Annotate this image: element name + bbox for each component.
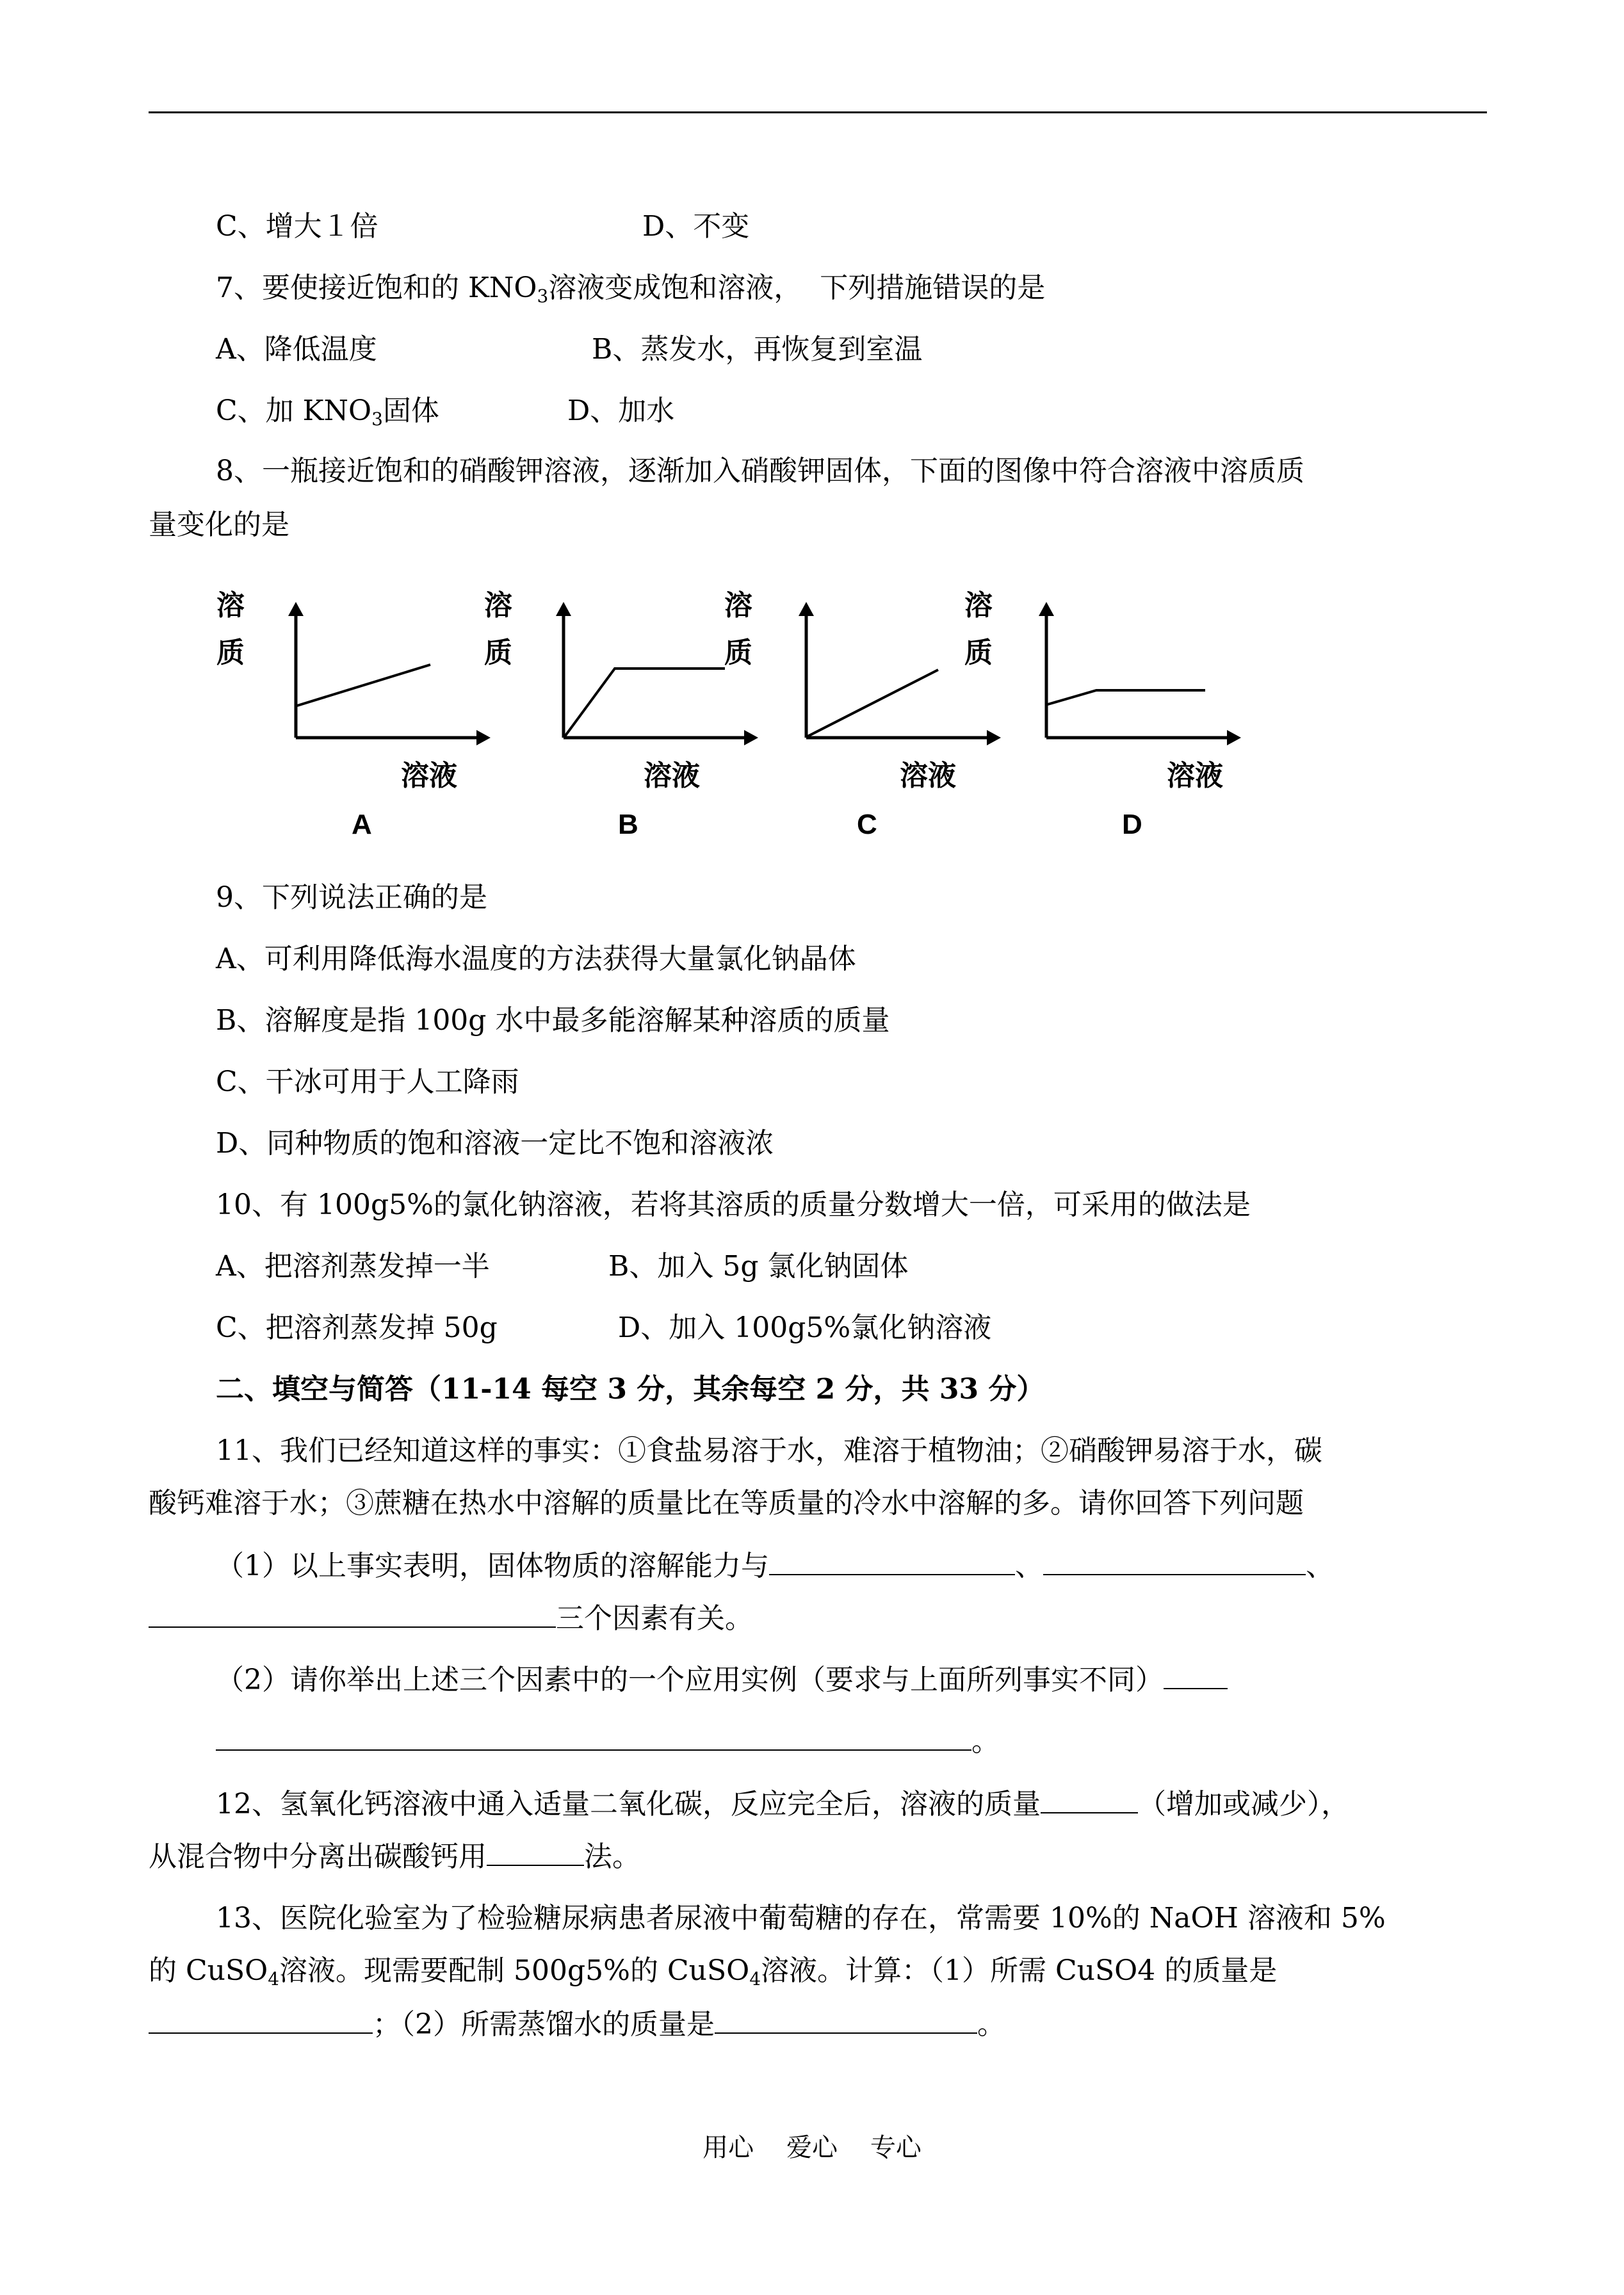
graph-d-y-label-2: 质 bbox=[964, 637, 993, 669]
q9-option-a: A、可利用降低海水温度的方法获得大量氯化钠晶体 bbox=[216, 943, 856, 975]
graph-a-y-arrow bbox=[288, 602, 304, 616]
q6-option-c: C、增大１倍 bbox=[216, 210, 378, 243]
answer-blank-13-2[interactable] bbox=[715, 2004, 977, 2034]
graph-a-y-label-1: 溶 bbox=[216, 589, 245, 622]
section-2-heading: 二、填空与简答（11-14 每空 3 分，其余每空 2 分，共 33 分） bbox=[216, 1373, 1045, 1406]
q7-option-a: A、降低温度 bbox=[216, 333, 377, 366]
graph-d-x-label: 溶液 bbox=[1167, 759, 1223, 792]
graph-d-y-label-1: 溶 bbox=[964, 589, 993, 622]
q8-stem-line1: 8、一瓶接近饱和的硝酸钾溶液，逐渐加入硝酸钾固体，下面的图像中符合溶液中溶质质 bbox=[216, 455, 1304, 487]
q9-stem: 9、下列说法正确的是 bbox=[216, 881, 487, 914]
q7-option-b: B、蒸发水，再恢复到室温 bbox=[592, 333, 923, 366]
q12-line1: 12、氢氧化钙溶液中通入适量二氧化碳，反应完全后，溶液的质量 （增加或减少）， bbox=[216, 1784, 1349, 1824]
q10-option-c: C、把溶剂蒸发掉 50g bbox=[216, 1311, 498, 1344]
q10-option-d: D、加入 100g5%氯化钠溶液 bbox=[618, 1311, 992, 1344]
graph-d-x-arrow bbox=[1227, 730, 1241, 745]
q7-option-d: D、加水 bbox=[567, 394, 675, 427]
q9-option-b: B、溶解度是指 100g 水中最多能溶解某种溶质的质量 bbox=[216, 1004, 890, 1037]
graph-d-letter: D bbox=[1122, 809, 1142, 840]
graph-c-x-arrow bbox=[987, 730, 1001, 745]
q11-line1: 11、我们已经知道这样的事实：①食盐易溶于水，难溶于植物油；②硝酸钾易溶于水，碳 bbox=[216, 1434, 1322, 1467]
q10-option-a: A、把溶剂蒸发掉一半 bbox=[216, 1250, 490, 1283]
graph-b-x-label: 溶液 bbox=[644, 759, 700, 792]
graph-c-y-label-1: 溶 bbox=[724, 589, 752, 622]
graph-c-curve bbox=[808, 670, 938, 736]
graph-b-letter: B bbox=[618, 809, 638, 840]
q9-option-c: C、干冰可用于人工降雨 bbox=[216, 1066, 519, 1098]
graph-a-curve bbox=[297, 665, 430, 706]
q13-line3: ；（2）所需蒸馏水的质量是 。 bbox=[149, 2004, 1005, 2044]
answer-blank-12-1[interactable] bbox=[1041, 1784, 1138, 1813]
q11-part1-cont: 三个因素有关。 bbox=[149, 1598, 753, 1638]
answer-blank-11-1c[interactable] bbox=[149, 1598, 556, 1628]
q7-option-c: C、加 $KNO_3$固体 bbox=[216, 394, 439, 430]
graph-c-x-label: 溶液 bbox=[900, 759, 956, 792]
page-footer: 用心 爱心 专心 bbox=[702, 2133, 922, 2162]
graph-b-y-arrow bbox=[556, 602, 571, 616]
graph-a-x-label: 溶液 bbox=[401, 759, 457, 792]
graph-d-curve bbox=[1048, 690, 1205, 704]
graph-b-x-arrow bbox=[744, 730, 758, 745]
graph-b-curve bbox=[565, 669, 725, 736]
q13-line1: 13、医院化验室为了检验糖尿病患者尿液中葡萄糖的存在，常需要 10%的 NaOH 溶液和 5% bbox=[216, 1902, 1386, 1934]
graph-a-y-label-2: 质 bbox=[216, 637, 245, 669]
answer-blank-11-1b[interactable] bbox=[1043, 1546, 1306, 1575]
graph-b-y-label-2: 质 bbox=[484, 637, 512, 669]
answer-blank-11-1a[interactable] bbox=[769, 1546, 1015, 1575]
graph-b-y-label-1: 溶 bbox=[484, 589, 512, 622]
answer-blank-12-2[interactable] bbox=[487, 1837, 584, 1866]
graph-b-plot bbox=[549, 602, 767, 749]
graph-c-plot bbox=[792, 602, 1010, 749]
q9-option-d: D、同种物质的饱和溶液一定比不饱和溶液浓 bbox=[216, 1127, 774, 1160]
q11-line2: 酸钙难溶于水；③蔗糖在热水中溶解的质量比在等质量的冷水中溶解的多。请你回答下列问题 bbox=[149, 1487, 1304, 1520]
q11-part2-cont: 。 bbox=[216, 1721, 1000, 1761]
q11-part1: （1）以上事实表明，固体物质的溶解能力与 、 、 bbox=[216, 1546, 1334, 1585]
answer-blank-13-1[interactable] bbox=[149, 2004, 373, 2034]
graph-c-y-label-2: 质 bbox=[724, 637, 752, 669]
answer-blank-11-2a[interactable] bbox=[1164, 1660, 1228, 1689]
q13-line2: 的 CuSO$_4$溶液。现需要配制 500g5%的 CuSO$_4$溶液。计算：（1）所需 CuSO4 的质量是 bbox=[149, 1954, 1278, 1990]
graph-a-x-arrow bbox=[476, 730, 491, 745]
graph-d-y-arrow bbox=[1039, 602, 1054, 616]
q7-stem: 7、要使接近饱和的 $KNO_3$溶液变成饱和溶液， 下列措施错误的是 bbox=[216, 272, 1046, 307]
q8-stem-line2: 量变化的是 bbox=[149, 508, 289, 541]
graph-d-plot bbox=[1032, 602, 1250, 749]
header-rule bbox=[149, 111, 1487, 113]
answer-blank-11-2b[interactable] bbox=[216, 1721, 971, 1751]
graph-a-letter: A bbox=[352, 809, 372, 840]
graph-c-y-arrow bbox=[799, 602, 814, 616]
q12-line2: 从混合物中分离出碳酸钙用 法。 bbox=[149, 1837, 640, 1876]
q10-option-b: B、加入 5g 氯化钠固体 bbox=[608, 1250, 909, 1283]
graph-a-plot bbox=[282, 602, 499, 749]
q10-stem: 10、有 100g5%的氯化钠溶液，若将其溶质的质量分数增大一倍，可采用的做法是 bbox=[216, 1188, 1251, 1221]
q11-part2: （2）请你举出上述三个因素中的一个应用实例（要求与上面所列事实不同） bbox=[216, 1660, 1228, 1699]
q6-option-d: D、不变 bbox=[642, 210, 750, 243]
graph-c-letter: C bbox=[857, 809, 877, 840]
